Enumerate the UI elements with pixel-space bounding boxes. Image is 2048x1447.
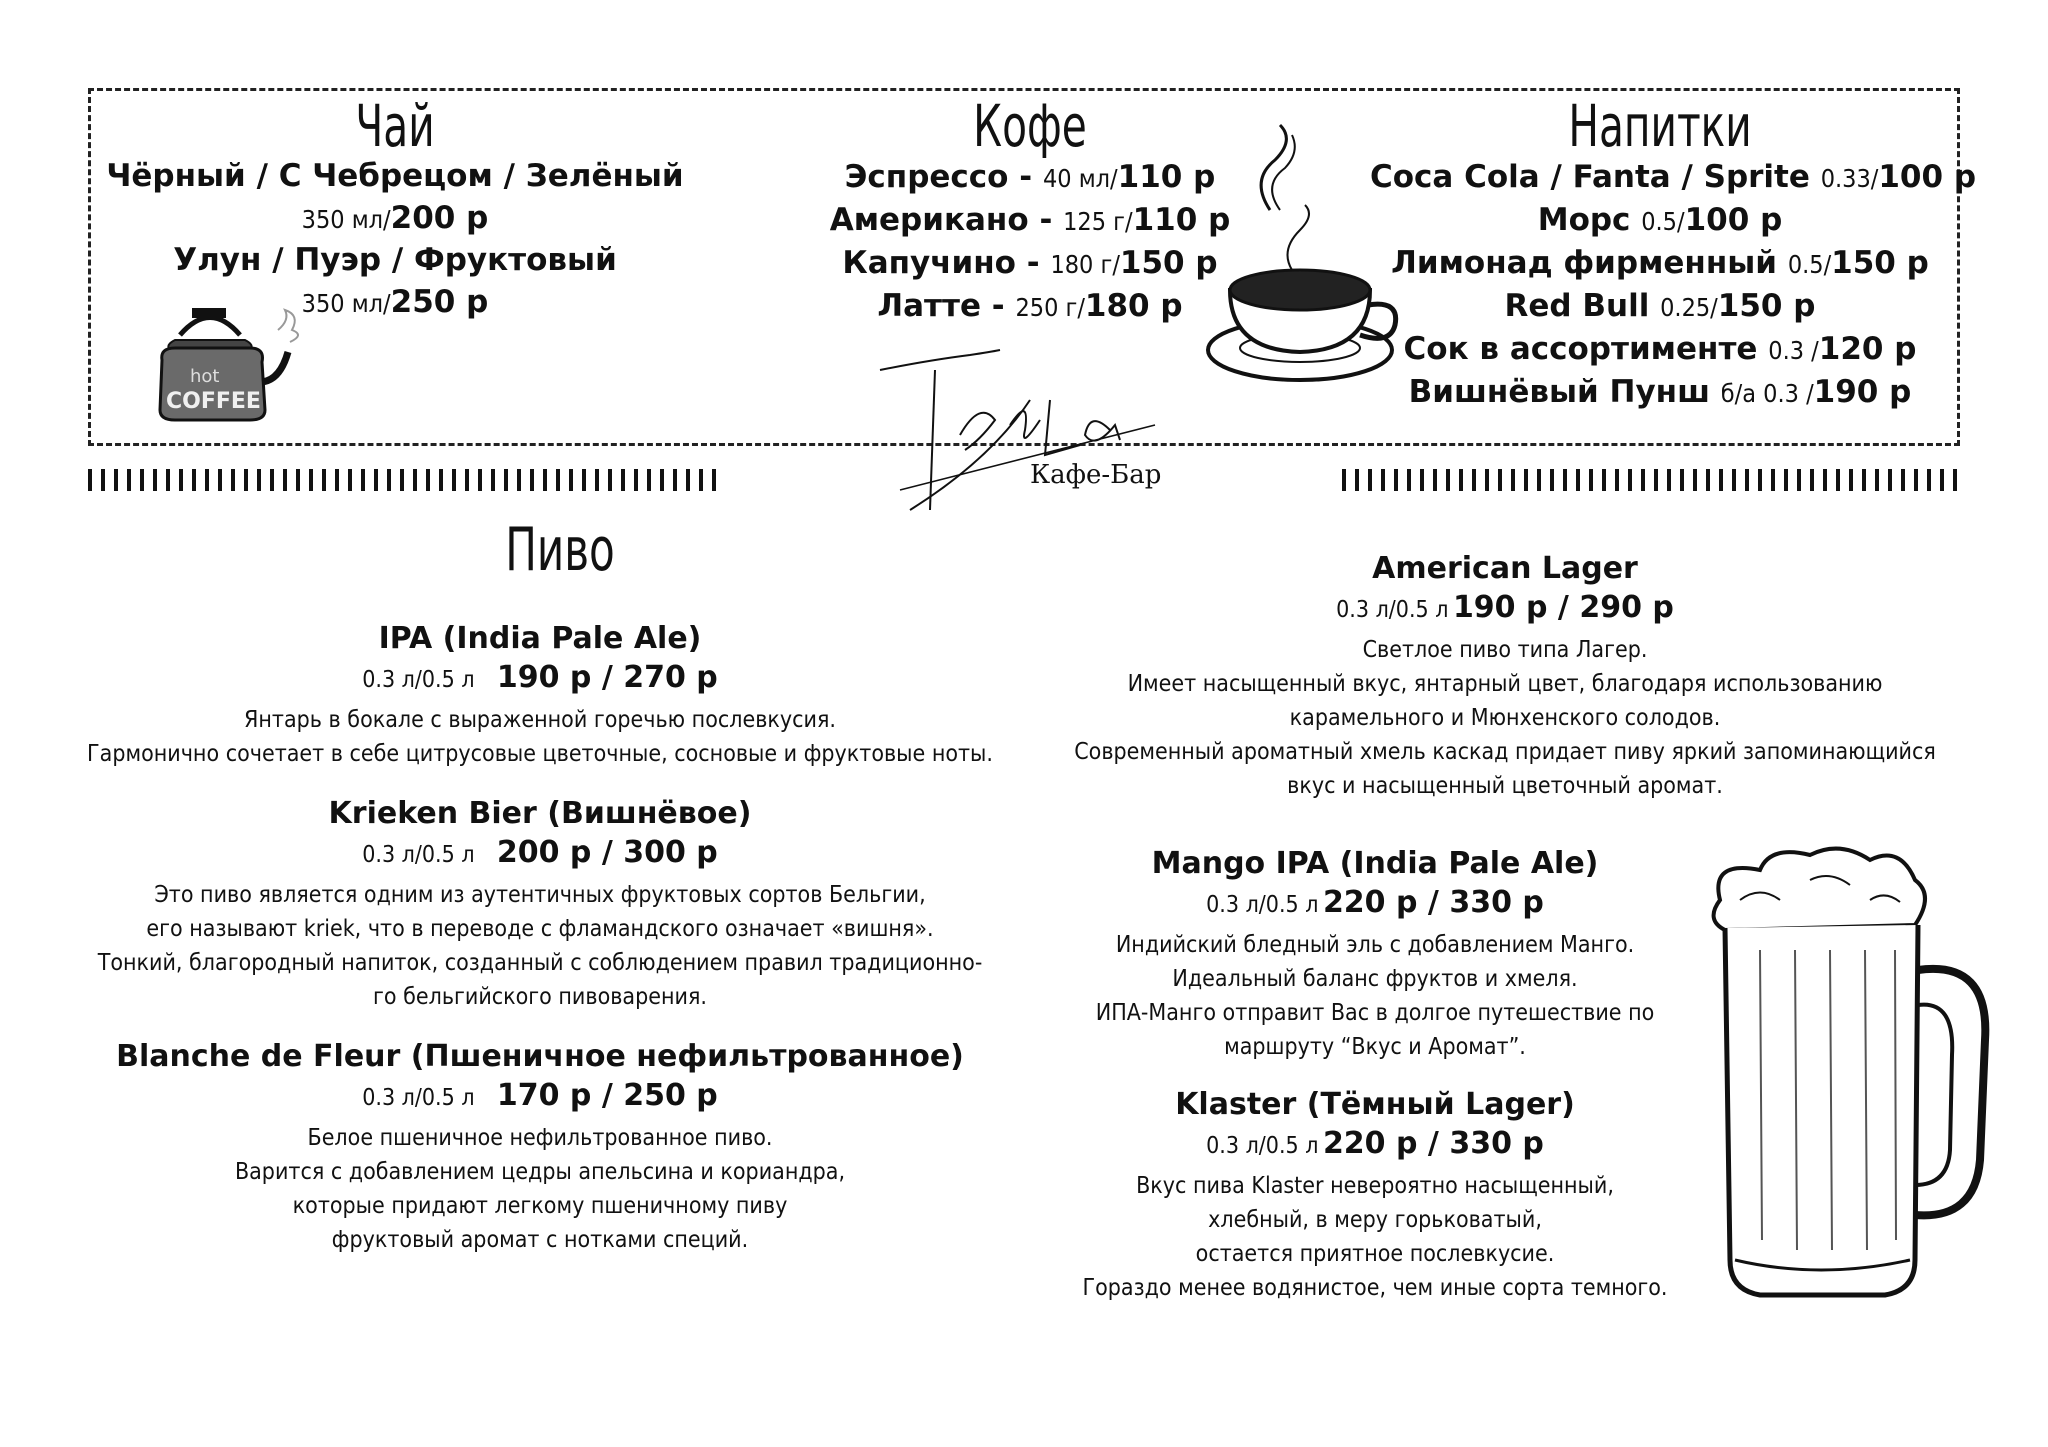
beer-desc-line: карамельного и Мюнхенского солодов. [1289,705,1721,731]
beer-desc-line: Гармонично сочетает в себе цитрусовые цветочные, сосновые и фруктовые ноты. [87,741,993,767]
beer-mug-icon [1700,840,2000,1320]
beer-item [1040,1086,1710,1305]
divider-hatch-left [88,469,718,491]
beer-name: IPA (India Pale Ale) [378,621,702,656]
beer-price-line: 0.3 л/0.5 л 220 р / 330 р [1206,1126,1544,1161]
coffee-item: Эспрессо - 40 мл/110 р [844,159,1216,195]
beer-name: American Lager [1372,551,1638,586]
logo-subtitle: Кафе-Бар [1030,460,1162,490]
beer-item [70,1038,1010,1257]
beer-desc-line: Тонкий, благородный напиток, созданный с соблюдением правил традиционно- [97,950,983,976]
beer-item [70,795,1010,1014]
beer-desc-line: ИПА-Манго отправит Вас в долгое путешествие по [1095,1000,1655,1026]
beer-price-line: 0.3 л/0.5 л 190 р / 270 р [362,660,718,695]
beer-desc-line: Гораздо менее водянистое, чем иные сорта темного. [1082,1275,1668,1301]
beer-price-line: 0.3 л/0.5 л 170 р / 250 р [362,1078,718,1113]
beer-right-column-lower [1040,845,1710,1305]
beer-name: Krieken Bier (Вишнёвое) [328,796,752,831]
beer-desc-line: Белое пшеничное нефильтрованное пиво. [307,1125,773,1151]
beer-item [1040,845,1710,1064]
beer-price-line: 0.3 л/0.5 л 200 р / 300 р [362,835,718,870]
tea-title: Чай [355,92,435,160]
beer-desc-line: хлебный, в меру горьковатый, [1208,1207,1542,1233]
coffee-section [800,92,1260,328]
kettle-text-hot: hot [190,366,220,387]
beer-left-column [70,620,1010,1257]
beer-desc-line: которые придают легкому пшеничному пиву [292,1193,788,1219]
coffee-item: Латте - 250 г/180 р [877,288,1183,324]
beer-desc-line: маршруту “Вкус и Аромат”. [1224,1034,1526,1060]
drinks-section [1370,92,1977,414]
beer-desc-line: Янтарь в бокале с выраженной горечью послевкусия. [244,707,836,733]
beer-name: Mango IPA (India Pale Ale) [1151,846,1599,881]
beer-desc-line: фруктовый аромат с нотками специй. [331,1227,749,1253]
drinks-title: Напитки [1568,92,1752,160]
divider-hatch-right [1342,469,1960,491]
beer-right-column [1040,550,1970,803]
coffee-item: Американо - 125 г/110 р [829,202,1231,238]
beer-desc-line: Это пиво является одним из аутентичных фруктовых сортов Бельгии, [154,882,926,908]
beer-title: Пиво [505,515,615,585]
tea-line-3: Улун / Пуэр / Фруктовый [173,242,617,278]
drinks-item: Морс 0.5/100 р [1537,202,1783,238]
drinks-item: Вишнёвый Пунш б/а 0.3 /190 р [1408,374,1912,410]
tea-line-4: 350 мл/250 р [301,284,489,320]
kettle-icon [140,290,310,430]
drinks-item: Сок в ассортименте 0.3 /120 р [1403,331,1917,367]
beer-desc-line: Имеет насыщенный вкус, янтарный цвет, благодаря использованию [1127,671,1883,697]
beer-desc-line: Современный ароматный хмель каскад придает пиву яркий запоминающийся [1074,739,1936,765]
beer-desc-line: Идеальный баланс фруктов и хмеля. [1172,966,1578,992]
beer-item [70,620,1010,771]
beer-desc-line: Варится с добавлением цедры апельсина и кориандра, [234,1159,846,1185]
beer-desc-line: вкус и насыщенный цветочный аромат. [1287,773,1723,799]
beer-desc-line: Вкус пива Klaster невероятно насыщенный, [1136,1173,1614,1199]
coffee-title: Кофе [973,92,1087,160]
beer-item [1040,550,1970,803]
drinks-item: Red Bull 0.25/150 р [1504,288,1816,324]
drinks-item: Лимонад фирменный 0.5/150 р [1391,245,1929,281]
coffee-item: Капучино - 180 г/150 р [842,245,1218,281]
kettle-text-coffee: COFFEE [166,389,261,414]
beer-price-line: 0.3 л/0.5 л 220 р / 330 р [1206,885,1544,920]
beer-desc-line: остается приятное послевкусие. [1195,1241,1555,1267]
drinks-item: Coca Cola / Fanta / Sprite 0.33/100 р [1370,159,1977,195]
beer-name: Blanche de Fleur (Пшеничное нефильтрованное) [116,1039,964,1074]
tea-line-1: Чёрный / С Чебрецом / Зелёный [106,158,684,194]
beer-name: Klaster (Тёмный Lager) [1175,1087,1575,1122]
beer-desc-line: Индийский бледный эль с добавлением Манго. [1115,932,1635,958]
beer-desc-line: Светлое пиво типа Лагер. [1362,637,1648,663]
tea-line-2: 350 мл/200 р [301,200,489,236]
beer-price-line: 0.3 л/0.5 л 190 р / 290 р [1336,590,1674,625]
beer-title-wrap [420,515,700,585]
beer-desc-line: его называют kriek, что в переводе с фламандского означает «вишня». [146,916,934,942]
beer-desc-line: го бельгийского пивоварения. [373,984,707,1010]
